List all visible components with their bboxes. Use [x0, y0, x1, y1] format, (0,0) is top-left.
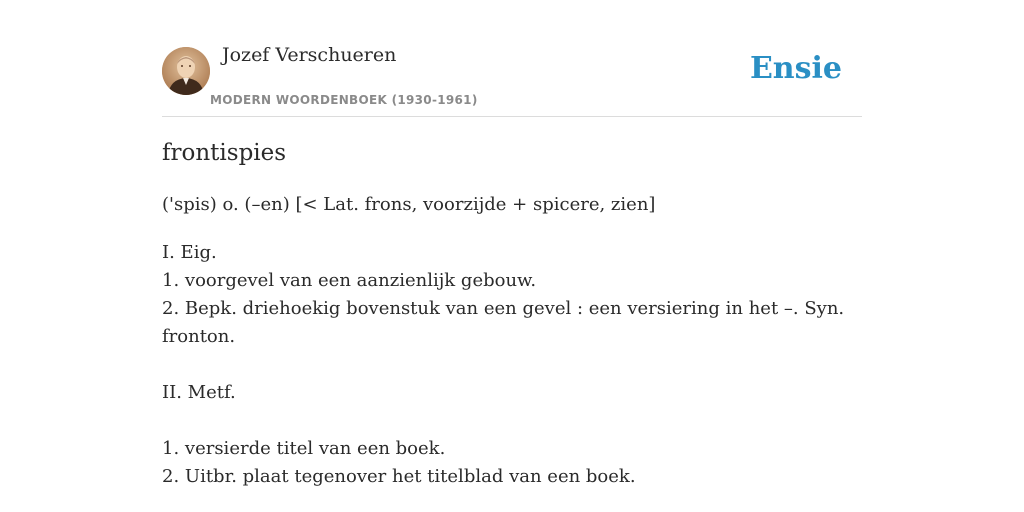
definition-line: I. Eig.	[162, 242, 217, 263]
definition-line: fronton.	[162, 326, 236, 347]
definition-line: 1. voorgevel van een aanzienlijk gebouw.	[162, 270, 537, 291]
definition-line: 1. versierde titel van een boek.	[162, 438, 446, 459]
definition-line: 2. Bepk. driehoekig bovenstuk van een gevel : een versiering in het –. Syn.	[162, 298, 845, 319]
author-name[interactable]: Jozef Verschueren	[222, 44, 397, 66]
portrait-icon	[162, 47, 210, 95]
definition-line: II. Metf.	[162, 382, 236, 403]
definition-card	[162, 0, 862, 512]
brand-logo[interactable]: Ensie	[749, 51, 842, 86]
entry-etymology: ('spis) o. (–en) [< Lat. frons, voorzijde + spicere, zien]	[162, 194, 656, 215]
source-name[interactable]: MODERN WOORDENBOEK (1930-1961)	[210, 93, 478, 107]
card-header	[162, 0, 862, 117]
entry-term: frontispies	[162, 140, 287, 166]
definition-line: 2. Uitbr. plaat tegenover het titelblad van een boek.	[162, 466, 636, 487]
author-avatar[interactable]	[162, 47, 210, 95]
